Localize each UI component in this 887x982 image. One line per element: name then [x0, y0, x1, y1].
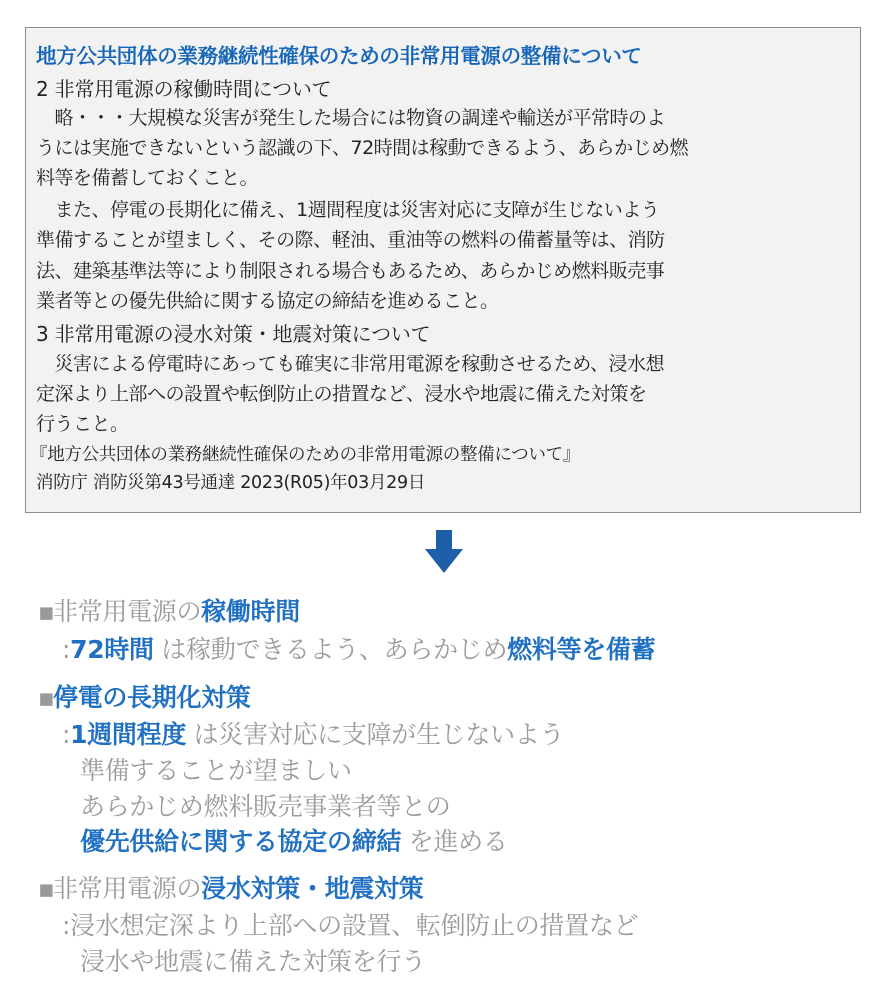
- summary-item-3-heading: ▪非常用電源の浸水対策・地震対策: [38, 874, 424, 903]
- summary-item-3-detail: :浸水想定深より上部への設置、転倒防止の措置など: [62, 911, 639, 940]
- summary-item-2-detail: :1週間程度 は災害対応に支障が生じないよう: [62, 720, 565, 749]
- section2-line: 料等を備蓄しておくこと。: [36, 167, 259, 189]
- highlight-text: 浸水対策・地震対策: [201, 874, 424, 903]
- section2-line: 法、建築基準法等により制限される場合もあるため、あらかじめ燃料販売事: [36, 260, 665, 282]
- citation-source: 消防庁 消防災第43号通達 2023(R05)年03月29日: [36, 473, 426, 493]
- bullet-icon: ▪: [38, 597, 55, 626]
- notice-title: 地方公共団体の業務継続性確保のための非常用電源の整備について: [36, 44, 642, 68]
- highlight-text: 燃料等を備蓄: [507, 635, 656, 664]
- section2-line: 業者等との優先供給に関する協定の締結を進めること。: [36, 290, 499, 312]
- summary-item-2-detail: あらかじめ燃料販売事業者等との: [80, 792, 451, 821]
- highlight-text: 1週間程度: [70, 720, 187, 749]
- section2-line: 略・・・大規模な災害が発生した場合には物資の調達や輸送が平常時のよ: [36, 107, 666, 129]
- citation-title: 『地方公共団体の業務継続性確保のための非常用電源の整備について』: [30, 445, 581, 465]
- summary-item-2-heading: [38, 678, 251, 714]
- summary-item-1-heading: ▪非常用電源の稼働時間: [38, 597, 301, 626]
- section3-line: 行うこと。: [36, 413, 129, 435]
- notice-quote-box: [25, 27, 861, 513]
- summary-item-1-detail: :72時間 は稼動できるよう、あらかじめ燃料等を備蓄: [62, 635, 656, 664]
- summary-item-2-detail: 準備することが望ましい: [80, 756, 352, 785]
- summary-item-3-detail: 浸水や地震に備えた対策を行う: [80, 947, 426, 976]
- highlight-text: 停電の長期化対策: [53, 683, 251, 712]
- section3-line: 定深より上部への設置や転倒防止の措置など、浸水や地震に備えた対策を: [36, 383, 647, 405]
- section2-heading: 2 非常用電源の稼働時間について: [36, 77, 332, 101]
- bullet-icon: ▪: [38, 874, 55, 903]
- section3-heading: 3 非常用電源の浸水対策・地震対策について: [36, 322, 431, 346]
- summary-item-2-detail: 優先供給に関する協定の締結 を進める: [80, 827, 508, 856]
- down-arrow-icon: [424, 530, 464, 574]
- bullet-icon: ▪: [38, 683, 55, 712]
- section2-line: うには実施できないという認識の下、72時間は稼動できるよう、あらかじめ燃: [36, 137, 689, 159]
- section2-line: 準備することが望ましく、その際、軽油、重油等の燃料の備蓄量等は、消防: [36, 229, 665, 251]
- highlight-text: 72時間: [70, 635, 154, 664]
- section2-line: また、停電の長期化に備え、1週間程度は災害対応に支障が生じないよう: [36, 199, 660, 221]
- highlight-text: 優先供給に関する協定の締結: [80, 827, 402, 856]
- section3-line: 災害による停電時にあっても確実に非常用電源を稼動させるため、浸水想: [36, 353, 665, 375]
- highlight-text: 稼働時間: [201, 597, 301, 626]
